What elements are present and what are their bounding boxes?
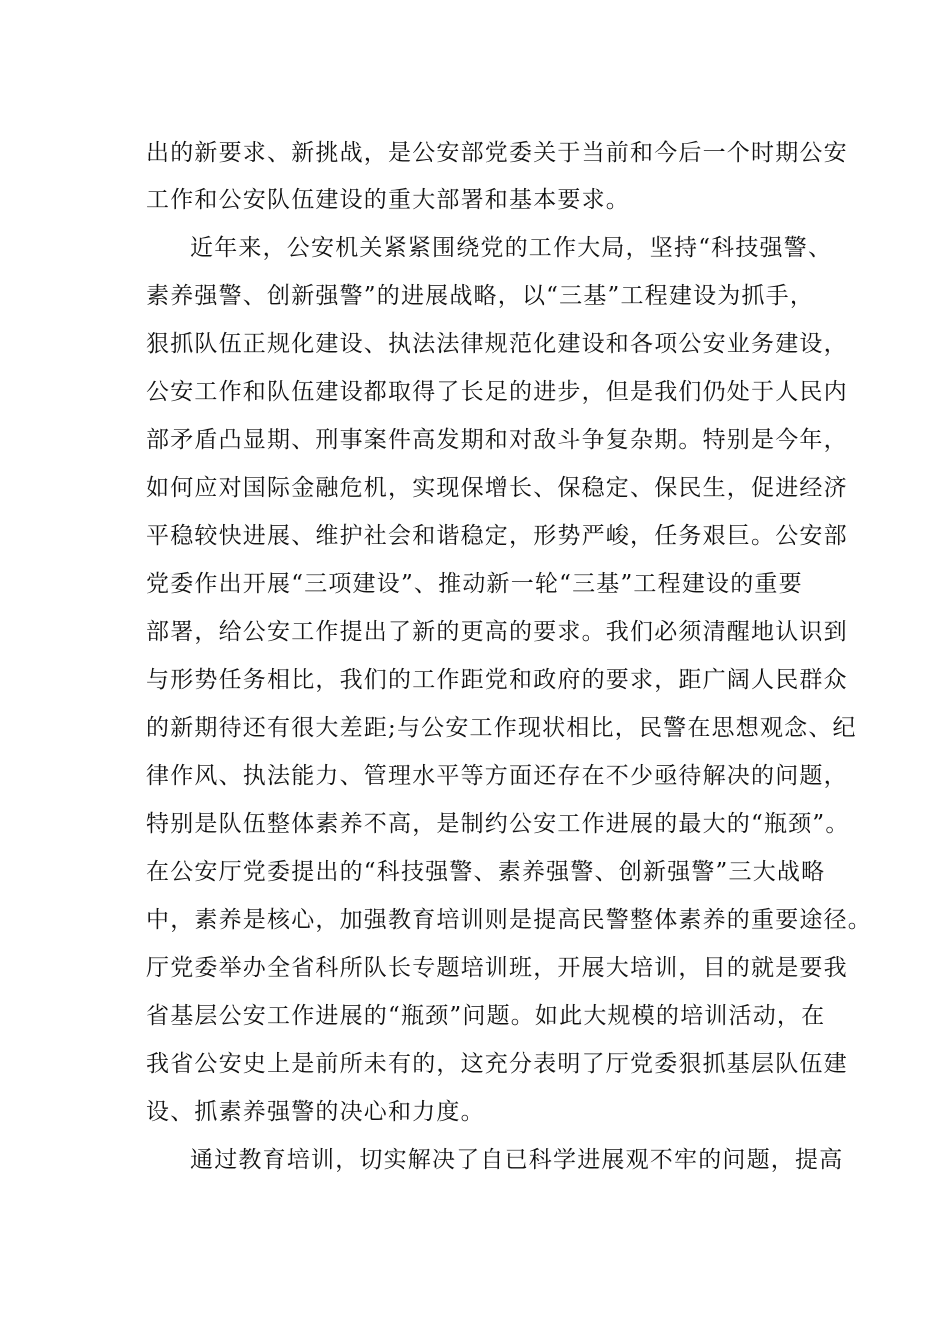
text-line: 与形势任务相比，我们的工作距党和政府的要求，距广阔人民群众: [146, 667, 848, 693]
text-line: 公安工作和队伍建设都取得了长足的进步，但是我们仍处于人民内: [146, 379, 848, 405]
text-line: 省基层公安工作进展的“瓶颈”问题。如此大规模的培训活动，在: [146, 1003, 826, 1029]
text-line: 部矛盾凸显期、刑事案件高发期和对敌斗争复杂期。特别是今年，: [146, 427, 848, 453]
paragraph-start-line: 通过教育培训，切实解决了自已科学进展观不牢的问题，提高: [190, 1147, 844, 1173]
text-line: 在公安厅党委提出的“科技强警、素养强警、创新强警”三大战略: [146, 859, 826, 885]
text-line: 如何应对国际金融危机，实现保增长、保稳定、保民生，促进经济: [146, 475, 848, 501]
text-line: 工作和公安队伍建设的重大部署和基本要求。: [146, 187, 630, 213]
text-line: 素养强警、创新强警”的进展战略，以“三基”工程建设为抓手，: [146, 283, 815, 309]
paragraph-start-line: 近年来，公安机关紧紧围绕党的工作大局，坚持“科技强警、: [190, 235, 833, 261]
text-line: 设、抓素养强警的决心和力度。: [146, 1099, 485, 1125]
text-line: 我省公安史上是前所未有的，这充分表明了厅党委狠抓基层队伍建: [146, 1051, 848, 1077]
text-line: 的新期待还有很大差距;与公安工作现状相比，民警在思想观念、纪: [146, 715, 857, 741]
text-line: 厅党委举办全省科所队长专题培训班，开展大培训，目的就是要我: [146, 955, 848, 981]
text-line: 部署，给公安工作提出了新的更高的要求。我们必须清醒地认识到: [146, 619, 848, 645]
text-line: 平稳较快进展、维护社会和谐稳定，形势严峻，任务艰巨。公安部: [146, 523, 848, 549]
text-line: 党委作出开展“三项建设”、推动新一轮“三基”工程建设的重要: [146, 571, 803, 597]
text-line: 出的新要求、新挑战，是公安部党委关于当前和今后一个时期公安: [146, 140, 848, 166]
text-line: 中，素养是核心，加强教育培训则是提高民警整体素养的重要途径。: [146, 907, 872, 933]
text-line: 律作风、执法能力、管理水平等方面还存在不少亟待解决的问题，: [146, 763, 848, 789]
text-line: 狠抓队伍正规化建设、执法法律规范化建设和各项公安业务建设，: [146, 331, 848, 357]
text-line: 特别是队伍整体素养不高，是制约公安工作进展的最大的“瓶颈”。: [146, 811, 850, 837]
